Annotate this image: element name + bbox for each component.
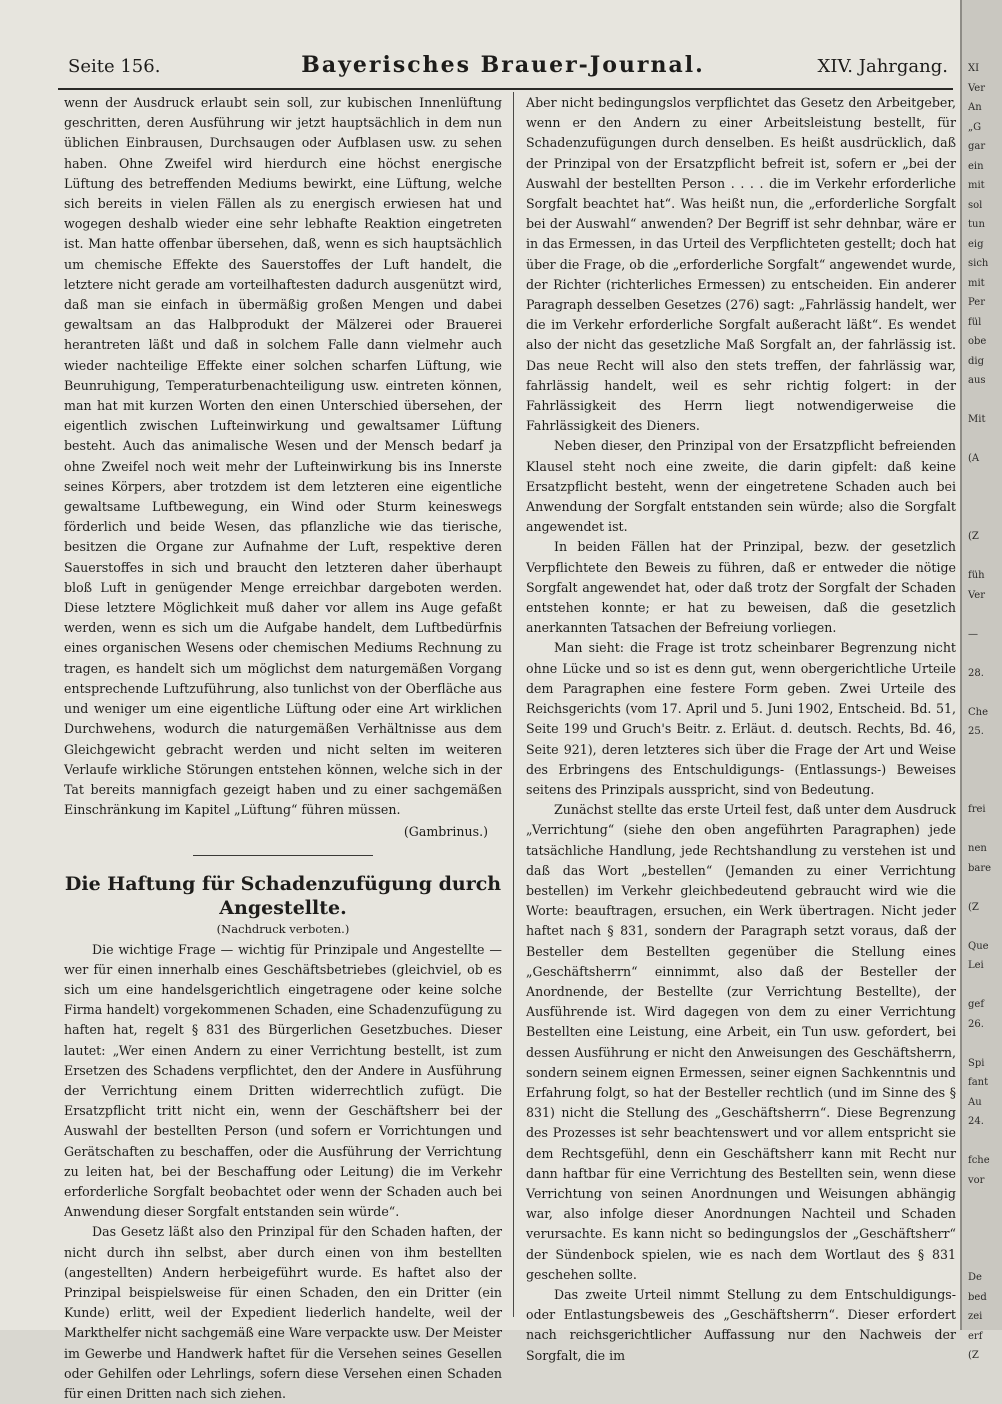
edge-fragment: Ver [968,82,986,94]
edge-fragment: mit [968,277,985,289]
edge-fragment: Ver [968,589,986,601]
edge-fragment: gef [968,999,985,1010]
right-paragraph-6: Das zweite Urteil nimmt Stellung zu dem Entschuldigungs- oder Entlastungsbeweis des „Geschäftsherrn“. Dieser erfordert nach reichsgerichtlicher Auffassung nur den Nachweis der Sorgfalt, die im [526,1286,956,1363]
edge-fragment: 26. [968,1018,984,1030]
edge-fragment: fche [968,1155,990,1166]
page-header [58,52,948,86]
edge-fragment: bed [968,1291,987,1303]
left-paragraph-2: Die wichtige Frage — wichtig für Prinzipale und Angestellte — wer für einen innerhalb eines Geschäftsbetriebes (gleichviel, ob es sich um eine handelsgerichtlich eingetragene oder keine solche Firma handelt) vorgekommenen Schaden, eine Schadenzufügung zu haften hat, regelt § 831 des Bürgerlichen Gesetzbuches. Dieser lautet: „Wer einen Andern zu einer Verrichtung bestellt, ist zum Ersetzen des Schadens verpflichtet, den der Andere in Ausführung der Verrichtung einem Dritten widerrechtlich zufügt. Die Ersatzpflicht tritt nicht ein, wenn der Geschäftsherr bei der Auswahl der bestellten Person (und sofern er Vorrichtungen und Gerätschaften zu beschaffen, oder die Ausführung der Verrichtung zu leiten hat, bei der Beschaffung oder Leitung) die im Verkehr erforderliche Sorgfalt beobachtet oder wenn der Schaden auch bei Anwendung dieser Sorgfalt entstanden sein würde“. [64,941,502,1220]
edge-fragment: dig [968,355,985,367]
right-paragraph-5: Zunächst stellte das erste Urteil fest, daß unter dem Ausdruck „Verrichtung“ (siehe den oben angeführten Paragraphen) jede tatsächliche Handlung, jede Rechtshandlung zu verstehen ist und daß das Wort „bestellen“ (Jemanden zu einer Verrichtung bestellen) im Verkehr gleichbedeutend gebraucht wird wie die Worte: beauftragen, ersuchen, ein Werk übertragen. Nicht jeder haftet nach § 831, sondern der Paragraph setzt voraus, daß der Besteller dem Bestellten gegenüber die Stellung eines „Geschäftsherrn“ einnimmt, also daß der Besteller der Anordnende, der Bestellte (zur Verrichtung Bestellte), der Ausführende ist. Wird dagegen von dem zu einer Verrichtung Bestellten eine Leistung, eine Arbeit, ein Tun usw. gefordert, bei dessen Ausführung er nicht den Anweisungen des Geschäftsherrn, sondern seinem eignen Ermessen, seiner eignen Sachkenntnis und Erfahrung folgt, so hat der Besteller rechtlich (und im Sinne des § 831) nicht die Stellung des „Geschäftsherrn“. Diese Begrenzung des Prozesses ist sehr beachtenswert und vor allem entspricht sie dem Rechtsgefühl, denn ein Geschäftsherr kann mit Recht nur dann haftbar für eine Verrichtung des Bestellten sein, wenn diese Verrichtung von seinen Anordnungen und Weisungen abhängig war, also infolge dieser Anordnungen Nachteil und Schaden verursachte. Es kann nicht so bedingungslos der „Geschäftsherr“ der Sündenbock spielen, wie es nach dem Wortlaut des § 831 geschehen sollte. [526,802,956,1282]
edge-fragment: obe [968,336,987,347]
right-paragraph-3: In beiden Fällen hat der Prinzipal, bezw. der gesetzlich Verpflichtete den Beweis zu führen, daß er entweder die nötige Sorgfalt angewendet hat, oder daß trotz der Sorgfalt der Schaden entstehen konnte; er hat zu beweisen, daß die gesetzlich anerkannten Tatsachen der Befreiung vorliegen. [526,539,956,636]
edge-fragment: nen [968,843,987,854]
edge-fragment: Lei [968,960,984,971]
article-separator [193,855,373,856]
edge-fragment: mit [968,180,985,191]
journal-title: Bayerisches Brauer-Journal. [301,52,705,78]
edge-fragment: 24. [968,1116,984,1127]
edge-fragment: erf [968,1330,983,1342]
header-rule [58,88,953,90]
edge-fragment: — [968,628,978,640]
left-column [64,93,502,1404]
article-title: Die Haftung für Schadenzufügung durch Angestellte. [64,872,502,919]
author-signature: (Gambrinus.) [403,824,488,840]
edge-fragment: eig [968,238,984,250]
edge-fragment: Per [968,297,985,308]
right-paragraph-4: Man sieht: die Frage ist trotz scheinbarer Begrenzung nicht ohne Lücke und so ist es denn gut, wenn obergerichtliche Urteile dem Paragraphen eine festere Form geben. Zwei Urteile des Reichsgerichts (vom 17. April und 5. Juni 1902, Entscheid. Bd. 51, Seite 199 und Gruch's Beitr. z. Erläut. d. deutsch. Rechts, Bd. 46, Seite 921), deren letzteres sich über die Frage der Art und Weise des Erbringens des Entschuldigungs- (Entlassungs-) Beweises seitens des Prinzipals ausspricht, sind von Bedeutung. [526,640,956,797]
edge-fragment: XI [968,63,980,74]
edge-fragment: fül [968,316,982,328]
edge-fragment: tun [968,219,985,230]
adjacent-page-edge [960,0,1002,1361]
edge-fragment: aus [968,375,986,386]
edge-fragment: (Z [968,1350,979,1361]
page-number: Seite 156. [68,56,161,77]
edge-fragment: „G [968,121,982,133]
edge-fragment: vor [968,1174,985,1186]
edge-fragment: frei [968,804,986,815]
edge-fragment: An [968,102,982,113]
volume-label: XIV. Jahrgang. [817,56,948,77]
edge-fragment: Au [968,1096,982,1108]
edge-fragment: (A [968,453,980,464]
edge-fragment: fant [968,1077,989,1088]
edge-fragment: 25. [968,726,984,737]
left-paragraph-3: Das Gesetz läßt also den Prinzipal für den Schaden haften, der nicht durch ihn selbst, aber durch einen von ihm bestellten (angestellten) Andern herbeigeführt wurde. Es haftet also der Prinzipal beispielsweise für einen Schaden, den ein Dritter (ein Kunde) erlitt, weil der Expedient liederlich handelte, weil der Markthelfer nicht sachgemäß eine Ware verpackte usw. Der Meister im Gewerbe und Handwerk haftet für die Versehen seines Gesellen oder Gehilfen oder Lehrlings, sofern diese Versehen einen Schaden für einen Dritten nach sich ziehen. [64,1224,502,1401]
edge-fragment: füh [968,570,985,581]
edge-fragment: De [968,1272,982,1283]
right-column [526,93,956,1366]
left-paragraph-1: wenn der Ausdruck erlaubt sein soll, zur kubischen Innenlüftung geschritten, deren Ausführung wir jetzt hauptsächlich in dem nun üblichen Einbrausen, Durchsaugen oder Aufblasen usw. zu sehen haben. Ohne Zweifel wird hierdurch eine höchst energische Lüftung des betreffenden Mediums bewirkt, eine Lüftung, welche sich bereits in vielen Fällen als zu energisch erwiesen hat und wogegen deshalb wieder eine sehr lebhafte Reaktion eingetreten ist. Man hatte offenbar übersehen, daß, wenn es sich hauptsächlich um chemische Effekte des Sauerstoffes der Luft handelt, die letztere nicht gerade am vorteilhaftesten dadurch ausgenützt wird, daß man sie einfach in übermäßig großen Mengen und dabei gewaltsam an das Halbprodukt der Mälzerei oder Brauerei herantreten läßt und daß in solchem Falle dann vielmehr auch wieder nachteilige Effekte einer solchen scharfen Lüftung, wie Beunruhigung, Temperaturbenachteiligung usw. eintreten können, man hat mit kurzen Worten den einen Unterschied übersehen, der eigentlich zwischen Lufteinwirkung und gewaltsamer Lüftung besteht. Auch das animalische Wesen und der Mensch bedarf ja ohne Zweifel noch weit mehr der Lufteinwirkung bis ins Innerste seines Körpers, aber trotzdem ist dem letzteren eine eigentliche gewaltsame Luftbewegung, ein Wind oder Sturm keineswegs förderlich und beide Wesen, das pflanzliche wie das tierische, besitzen die Organe zur Aufnahme der Luft, respektive deren Sauerstoffes in sich und braucht den letzteren daher überhaupt bloß Luft in genügender Menge erreichbar dargeboten werden. Diese letztere Möglichkeit muß daher vor allem ins Auge gefaßt werden, wenn es sich um die Aufgabe handelt, dem Luftbedürfnis eines organischen Wesens oder chemischen Mediums Rechnung zu tragen, es handelt sich um möglichst dem naturgemäßen Vorgang entsprechende Luftzuführung, also tunlichst von der Oberfläche aus und weniger um eine eigentliche Lüftung oder eine Art wirklichen Durchwehens, wodurch die naturgemäßen Verhältnisse aus dem Gleichgewicht gebracht werden und nicht selten im weiteren Verlaufe wirkliche Störungen entstehen können, welche sich in der Tat bereits mannigfach gezeigt haben und zu einer sachgemäßen Einschränkung im Kapitel „Lüftung“ führen müssen. [64,95,502,818]
edge-fragment: (Z [968,901,979,913]
column-divider [513,92,514,1317]
edge-fragment: sich [968,258,989,269]
right-paragraph-2: Neben dieser, den Prinzipal von der Ersatzpflicht befreienden Klausel steht noch eine zweite, die darin gipfelt: daß keine Ersatzpflicht besteht, wenn der eingetretene Schaden auch bei Anwendung der Sorgfalt entstanden sein würde; also die Sorgfalt angewendet ist. [526,438,956,535]
edge-fragment: 28. [968,667,984,679]
edge-fragment: Che [968,706,989,718]
edge-fragment: gar [968,141,986,152]
edge-fragment: bare [968,862,992,874]
edge-fragment: Mit [968,414,986,425]
edge-fragment: zei [968,1311,983,1322]
edge-fragment: ein [968,160,984,172]
edge-fragment: Que [968,940,989,952]
right-paragraph-1: Aber nicht bedingungslos verpflichtet das Gesetz den Arbeitgeber, wenn er den Andern zu einer Arbeitsleistung bestellt, für Schadenzufügungen durch denselben. Es heißt ausdrücklich, daß der Prinzipal von der Ersatzpflicht befreit ist, sofern er „bei der Auswahl der bestellten Person . . . . die im Verkehr erforderliche Sorgfalt beachtet hat“. Was heißt nun, die „erforderliche Sorgfalt bei der Auswahl“ anwenden? Der Begriff ist sehr dehnbar, wäre er in das Ermessen, in das Urteil des Verpflichteten gestellt; doch hat über die Frage, ob die „erforderliche Sorgfalt“ angewendet wurde, der Richter (richterliches Ermessen) zu entscheiden. Ein anderer Paragraph desselben Gesetzes (276) sagt: „Fahrlässig handelt, wer die im Verkehr erforderliche Sorgfalt außeracht läßt“. Es wendet also der nicht das gesetzliche Maß Sorgfalt an, der fahrlässig ist. Das neue Recht will also den stets treffen, der fahrlässig war, fahrlässig handelt, weil es sehr richtig folgert: in der Fahrlässigkeit des Herrn liegt notwendigerweise die Fahrlässigkeit des Dieners. [526,95,956,434]
edge-fragment: (Z [968,531,979,542]
edge-fragment: Spi [968,1057,985,1069]
reprint-note: (Nachdruck verboten.) [216,921,350,936]
edge-fragment: sol [968,199,983,211]
